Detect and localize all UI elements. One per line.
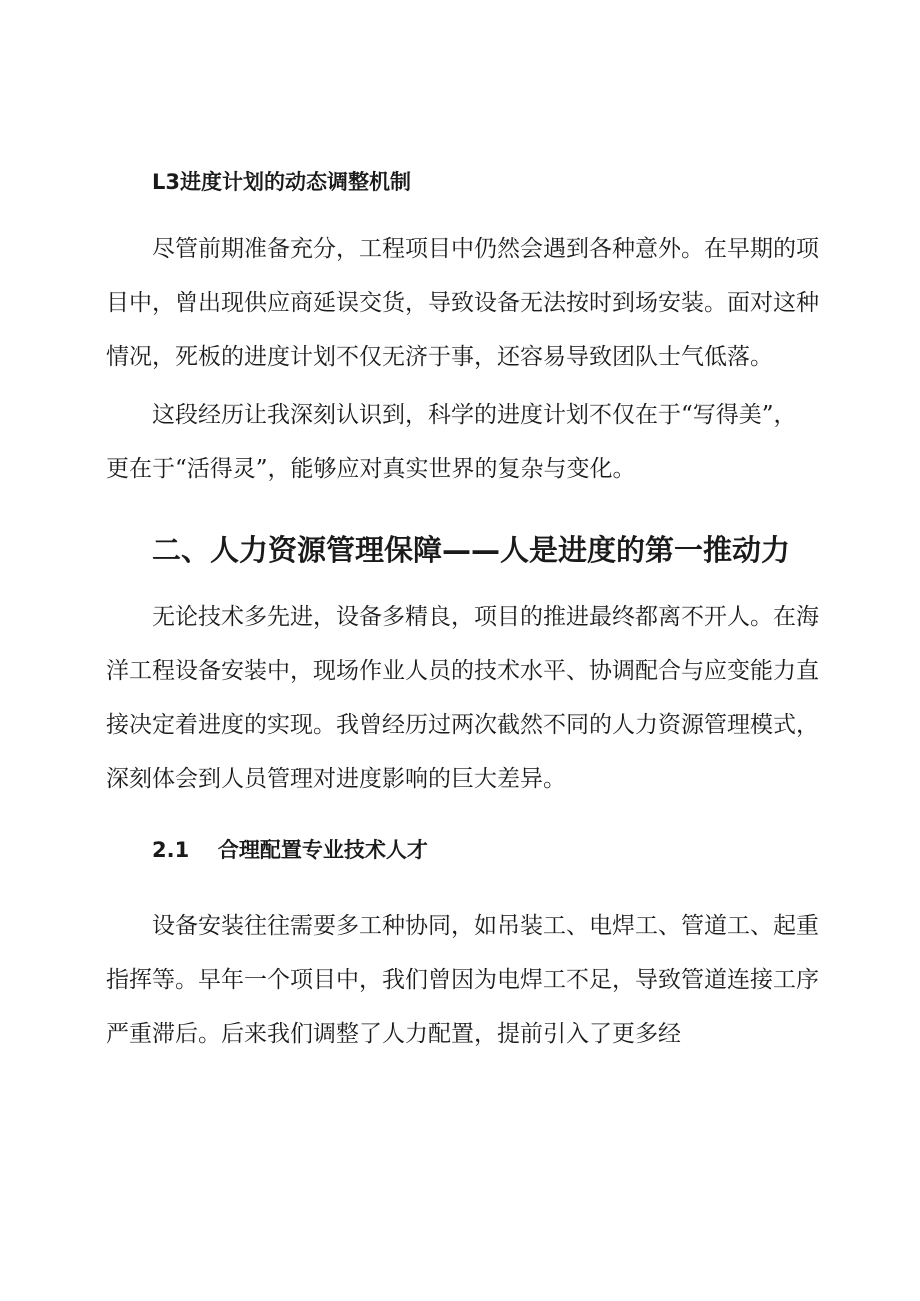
section-heading-1-3: L3进度计划的动态调整机制 [152, 170, 411, 194]
text-line: 指挥等。早年一个项目中，我们曾因为电焊工不足，导致管道连接工序 [106, 967, 819, 993]
text-line: 洋工程设备安装中，现场作业人员的技术水平、协调配合与应变能力直 [106, 658, 819, 684]
paragraph-2-a [106, 590, 822, 806]
text-line: 设备安装往往需要多工种协同，如吊装工、电焊工、管道工、起重 [152, 913, 819, 939]
section-number: 2.1 [152, 838, 190, 862]
text-line: 更在于“活得灵”，能够应对真实世界的复杂与变化。 [106, 456, 636, 482]
text-line: 深刻体会到人员管理对进度影响的巨大差异。 [106, 766, 566, 792]
text-line: 无论技术多先进，设备多精良，项目的推进最终都离不开人。在海 [152, 604, 819, 630]
section-heading-2-1 [152, 834, 428, 864]
text-line: 目中，曾出现供应商延误交货，导致设备无法按时到场安装。面对这种 [106, 290, 819, 316]
text-line: 严重滞后。后来我们调整了人力配置，提前引入了更多经 [106, 1021, 681, 1047]
section-title: 合理配置专业技术人才 [217, 838, 428, 862]
text-line: 接决定着进度的实现。我曾经历过两次截然不同的人力资源管理模式， [106, 712, 819, 738]
text-line: 情况，死板的进度计划不仅无济于事，还容易导致团队士气低落。 [106, 344, 773, 370]
paragraph-1-3-b [106, 388, 822, 496]
chapter-heading-2: 二、人力资源管理保障——人是进度的第一推动力 [152, 533, 791, 567]
paragraph-2-1-a [106, 899, 822, 1061]
text-line: 这段经历让我深刻认识到，科学的进度计划不仅在于“写得美”， [152, 402, 797, 428]
text-line: 尽管前期准备充分，工程项目中仍然会遇到各种意外。在早期的项 [152, 236, 819, 262]
paragraph-1-3-a [106, 222, 822, 384]
